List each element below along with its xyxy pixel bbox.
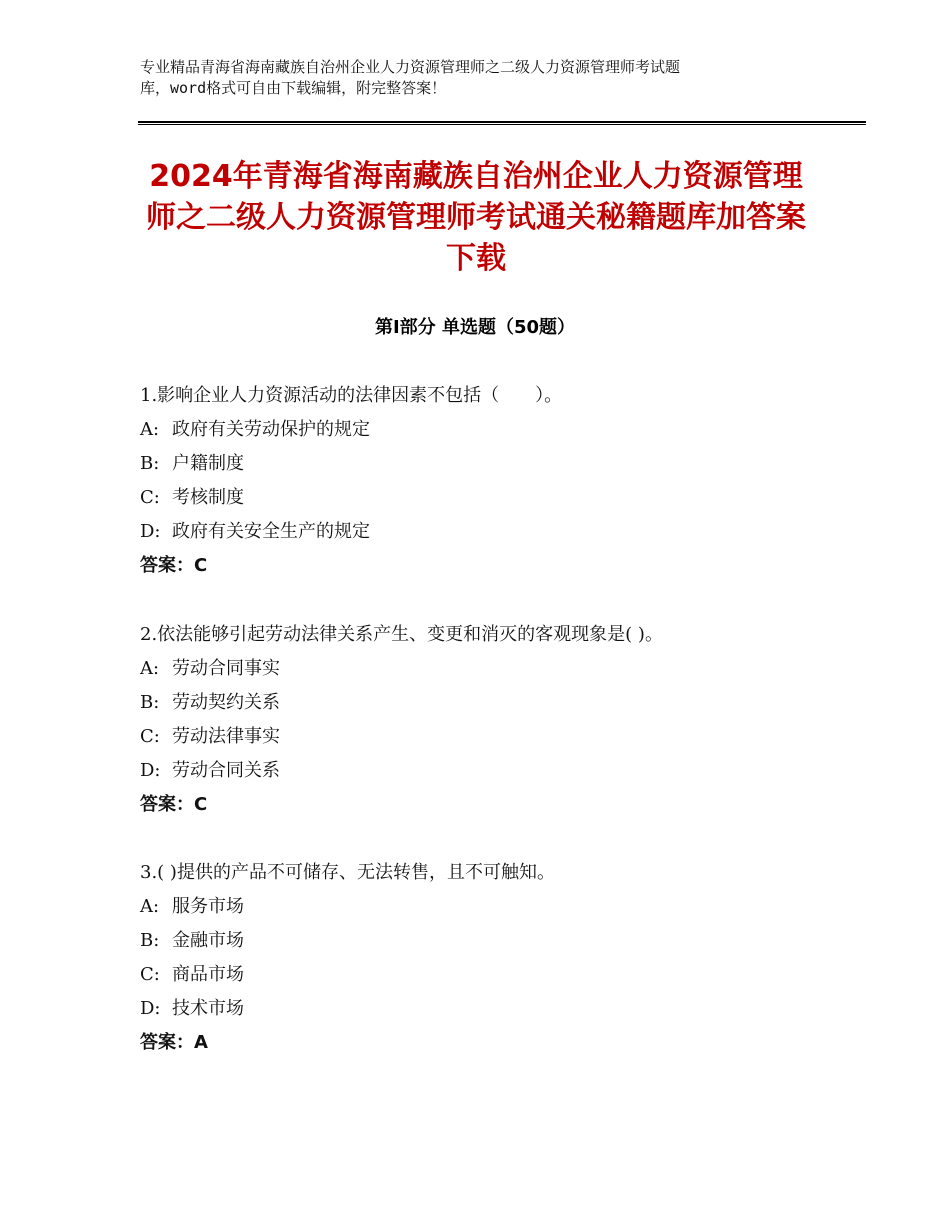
option-text: 劳动契约关系 [172, 692, 280, 713]
option-text: 劳动合同关系 [172, 760, 280, 781]
option-c [140, 486, 860, 520]
option-b [140, 929, 860, 963]
header-note-line-2: 库，word格式可自由下载编辑，附完整答案！ [140, 79, 447, 97]
option-text: 劳动法律事实 [172, 726, 280, 747]
header-note [140, 57, 830, 99]
header-note-line-1: 专业精品青海省海南藏族自治州企业人力资源管理师之二级人力资源管理师考试题 [140, 58, 681, 76]
option-letter: D: [140, 760, 161, 781]
option-letter: C: [140, 964, 160, 985]
header-divider [138, 121, 866, 125]
option-a [140, 657, 860, 691]
option-letter: B: [140, 930, 160, 951]
question-3 [140, 861, 860, 1065]
option-c [140, 725, 860, 759]
question-stem: 2.依法能够引起劳动法律关系产生、变更和消灭的客观现象是( )。 [140, 624, 663, 645]
option-d [140, 997, 860, 1031]
answer: 答案：A [140, 1032, 208, 1053]
option-d [140, 520, 860, 554]
question-stem: 1.影响企业人力资源活动的法律因素不包括（ ）。 [140, 385, 563, 406]
answer: 答案：C [140, 555, 208, 576]
option-b [140, 452, 860, 486]
option-text: 商品市场 [172, 964, 244, 985]
question-1 [140, 384, 860, 588]
option-d [140, 759, 860, 793]
option-letter: D: [140, 998, 161, 1019]
option-text: 技术市场 [172, 998, 244, 1019]
option-text: 服务市场 [172, 896, 244, 917]
option-text: 考核制度 [172, 487, 244, 508]
section-title: 第Ⅰ部分 单选题（50题） [374, 317, 575, 338]
answer: 答案：C [140, 794, 208, 815]
question-2 [140, 623, 860, 827]
option-text: 政府有关劳动保护的规定 [172, 419, 370, 440]
document-title: 2024年青海省海南藏族自治州企业人力资源管理师之二级人力资源管理师考试通关秘籍题库加答案下载 [146, 159, 806, 276]
option-b [140, 691, 860, 725]
option-letter: B: [140, 453, 160, 474]
option-a [140, 895, 860, 929]
option-text: 户籍制度 [172, 453, 244, 474]
option-text: 政府有关安全生产的规定 [172, 521, 370, 542]
option-letter: D: [140, 521, 161, 542]
option-letter: A: [140, 419, 160, 440]
option-text: 金融市场 [172, 930, 244, 951]
option-letter: A: [140, 658, 160, 679]
option-letter: B: [140, 692, 160, 713]
question-stem: 3.( )提供的产品不可储存、无法转售，且不可触知。 [140, 862, 555, 883]
option-c [140, 963, 860, 997]
option-letter: A: [140, 896, 160, 917]
option-text: 劳动合同事实 [172, 658, 280, 679]
option-letter: C: [140, 726, 160, 747]
option-letter: C: [140, 487, 160, 508]
option-a [140, 418, 860, 452]
